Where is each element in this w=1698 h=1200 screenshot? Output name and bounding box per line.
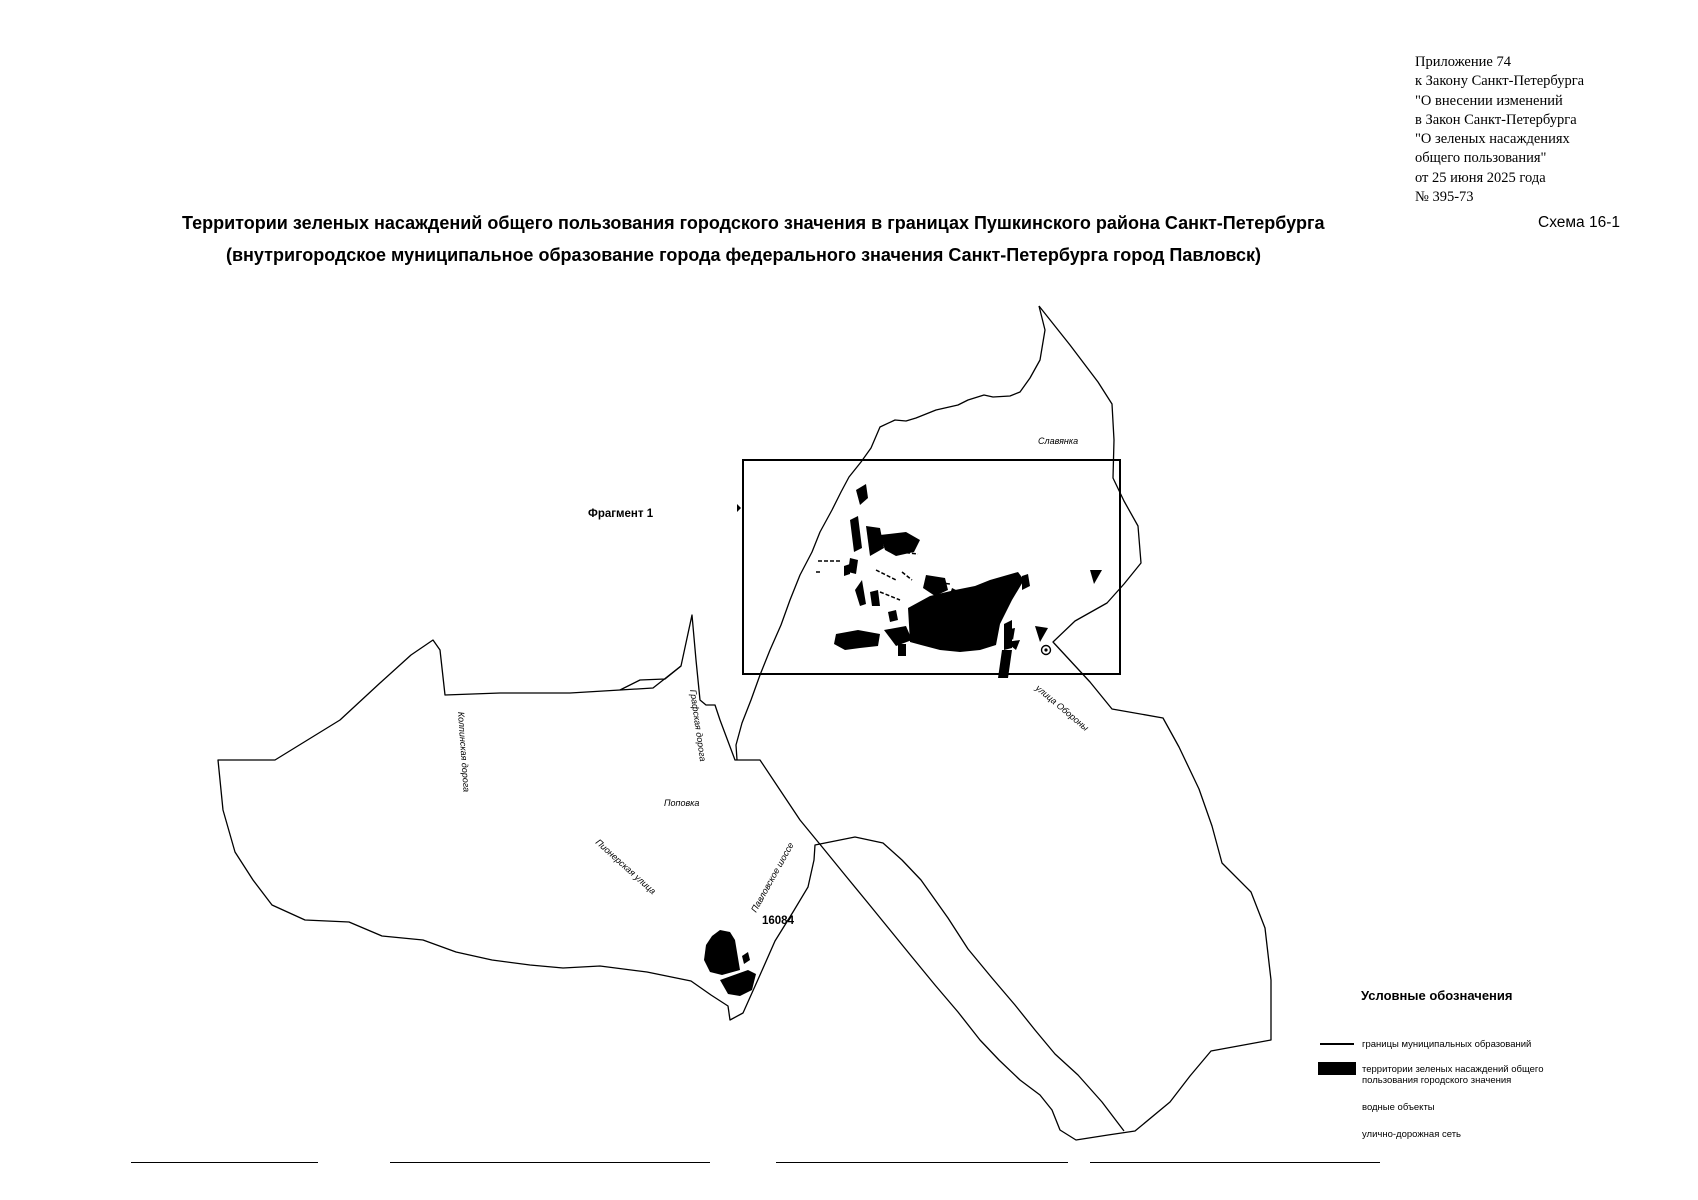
green-areas-fragment [834, 484, 1102, 678]
label-pavlovskoe-shosse: Павловское шоссе [749, 840, 796, 914]
legend-item-boundary: границы муниципальных образований [1362, 1039, 1532, 1050]
fragment-1-label: Фрагмент 1 [588, 508, 654, 520]
municipal-boundary-north [736, 306, 1045, 760]
bottom-divider [1090, 1162, 1380, 1163]
appendix-line: "О внесении изменений [1415, 92, 1563, 109]
label-ulitsa-oborony: улица Обороны [1033, 682, 1091, 733]
appendix-line: к Закону Санкт-Петербурга [1415, 73, 1585, 90]
legend-boundary-swatch [1320, 1043, 1354, 1045]
bottom-divider [776, 1162, 1068, 1163]
fragment-pointer [737, 504, 741, 512]
label-kolpinskaya-doroga: Колпинская дорога [456, 711, 472, 793]
label-grafskaya-doroga: Графская дорога [688, 688, 709, 763]
scheme-number: Схема 16-1 [1538, 214, 1620, 231]
legend-item-green-areas: территории зеленых насаждений общего пользования городского значения [1362, 1064, 1544, 1086]
bottom-divider [390, 1162, 710, 1163]
object-id-label: 16084 [762, 915, 794, 927]
label-pionerskaya-ulitsa: Пионерская улица [593, 837, 658, 897]
legend-item-water: водные объекты [1362, 1102, 1435, 1113]
label-popovka: Поповка [664, 798, 700, 808]
appendix-line: общего пользования" [1415, 150, 1547, 167]
legend-item-roads: улично-дорожная сеть [1362, 1129, 1462, 1140]
monument-marker-dot [1044, 648, 1047, 651]
appendix-line: Приложение 74 [1415, 54, 1511, 70]
map-title: Территории зеленых насаждений общего пользования городского значения в границах Пушкинского района Санкт-Петербурга [182, 213, 1325, 233]
appendix-line: "О зеленых насаждениях [1415, 131, 1570, 148]
appendix-line: в Закон Санкт-Петербурга [1415, 111, 1577, 128]
appendix-line: от 25 июня 2025 года [1415, 169, 1546, 186]
label-slavyanka: Славянка [1038, 436, 1079, 446]
appendix-line: № 395-73 [1415, 189, 1474, 206]
legend-title: Условные обозначения [1361, 988, 1513, 1003]
bottom-divider [131, 1162, 318, 1163]
map-subtitle: (внутригородское муниципальное образование города федерального значения Санкт-Петербурга город Павловск) [226, 245, 1262, 265]
municipal-boundary-west [620, 666, 681, 690]
legend-green-swatch [1318, 1062, 1356, 1075]
green-area-16084 [704, 930, 756, 996]
municipal-boundary [218, 306, 1271, 1140]
